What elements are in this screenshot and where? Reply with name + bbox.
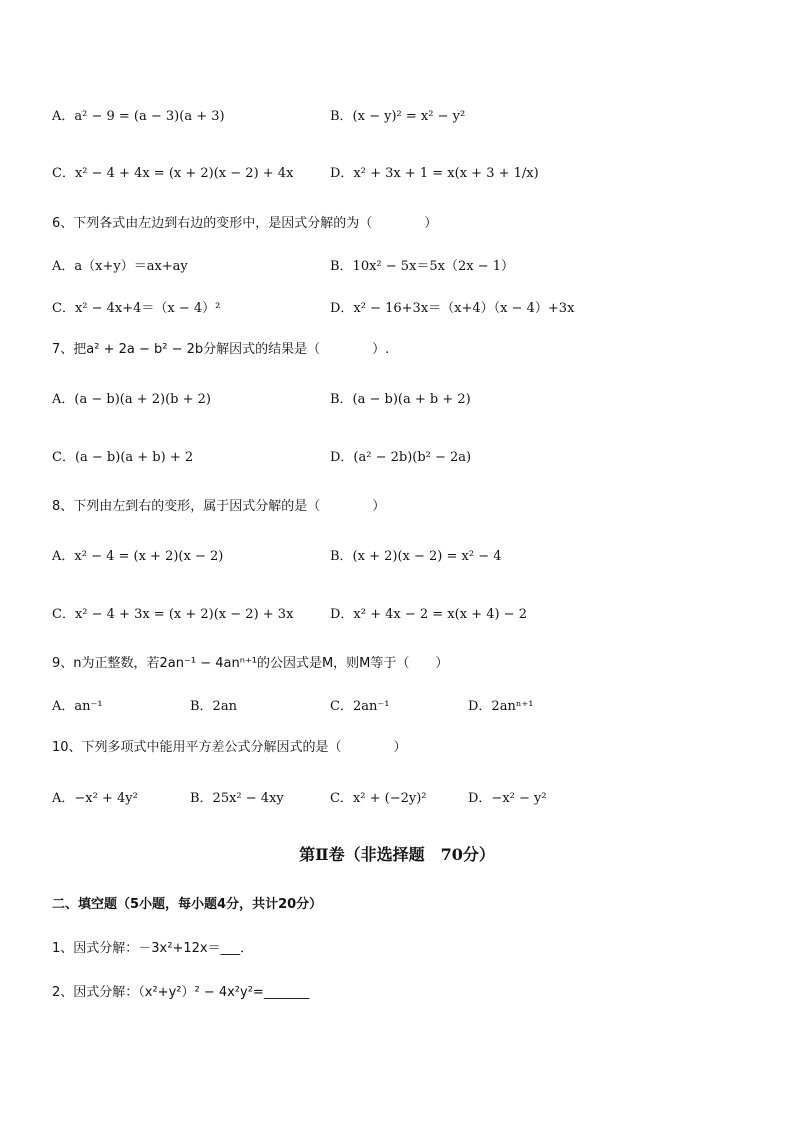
- section-2-title: 第Ⅱ卷（非选择题 70分）: [299, 845, 495, 864]
- q10-option-d: D．−x² − y²: [468, 791, 547, 806]
- q7-stem: 7、把a² + 2a − b² − 2b分解因式的结果是（ ）.: [52, 342, 390, 357]
- q10-stem: 10、下列多项式中能用平方差公式分解因式的是（ ）: [52, 740, 407, 755]
- q6-option-d: D．x² − 16+3x＝（x+4）（x − 4）+3x: [330, 301, 575, 316]
- q5-option-a: A．a² − 9 = (a − 3)(a + 3): [52, 109, 225, 124]
- q5-option-c: C．x² − 4 + 4x = (x + 2)(x − 2) + 4x: [52, 166, 294, 181]
- q9-option-d: D．2anⁿ⁺¹: [468, 699, 534, 714]
- q8-option-c: C．x² − 4 + 3x = (x + 2)(x − 2) + 3x: [52, 607, 294, 622]
- q9-option-b: B．2an: [190, 699, 237, 714]
- fill-in-2: 2、因式分解：（x²+y²）² − 4x²y²=_______: [52, 985, 310, 1000]
- q9-option-c: C．2an⁻¹: [330, 699, 390, 714]
- q9-stem: 9、n为正整数，若2an⁻¹ − 4anⁿ⁺¹的公因式是M，则M等于（ ）: [52, 656, 449, 671]
- q8-option-a: A．x² − 4 = (x + 2)(x − 2): [52, 549, 224, 564]
- q6-option-c: C．x² − 4x+4＝（x − 4）²: [52, 301, 221, 316]
- q8-stem: 8、下列由左到右的变形，属于因式分解的是（ ）: [52, 499, 386, 514]
- q10-option-a: A．−x² + 4y²: [52, 791, 138, 806]
- q9-option-a: A．an⁻¹: [52, 699, 103, 714]
- q10-option-b: B．25x² − 4xy: [190, 791, 284, 806]
- q6-option-b: B．10x² − 5x＝5x（2x − 1）: [330, 259, 515, 274]
- q5-option-b: B．(x − y)² = x² − y²: [330, 109, 466, 124]
- q5-option-d: D．x² + 3x + 1 = x(x + 3 + 1/x): [330, 166, 539, 181]
- q7-option-d: D．(a² − 2b)(b² − 2a): [330, 450, 472, 465]
- fill-in-1: 1、因式分解：－3x²+12x＝___．: [52, 941, 254, 956]
- q6-option-a: A．a（x+y）＝ax+ay: [52, 259, 188, 274]
- q7-option-c: C．(a − b)(a + b) + 2: [52, 450, 194, 465]
- q10-option-c: C．x² + (−2y)²: [330, 791, 427, 806]
- q6-stem: 6、下列各式由左边到右边的变形中，是因式分解的为（ ）: [52, 216, 438, 231]
- q8-option-d: D．x² + 4x − 2 = x(x + 4) − 2: [330, 607, 527, 622]
- q8-option-b: B．(x + 2)(x − 2) = x² − 4: [330, 549, 502, 564]
- q7-option-a: A．(a − b)(a + 2)(b + 2): [52, 392, 211, 407]
- fill-in-part-title: 二、填空题（5小题，每小题4分，共计20分）: [52, 897, 323, 912]
- q7-option-b: B．(a − b)(a + b + 2): [330, 392, 471, 407]
